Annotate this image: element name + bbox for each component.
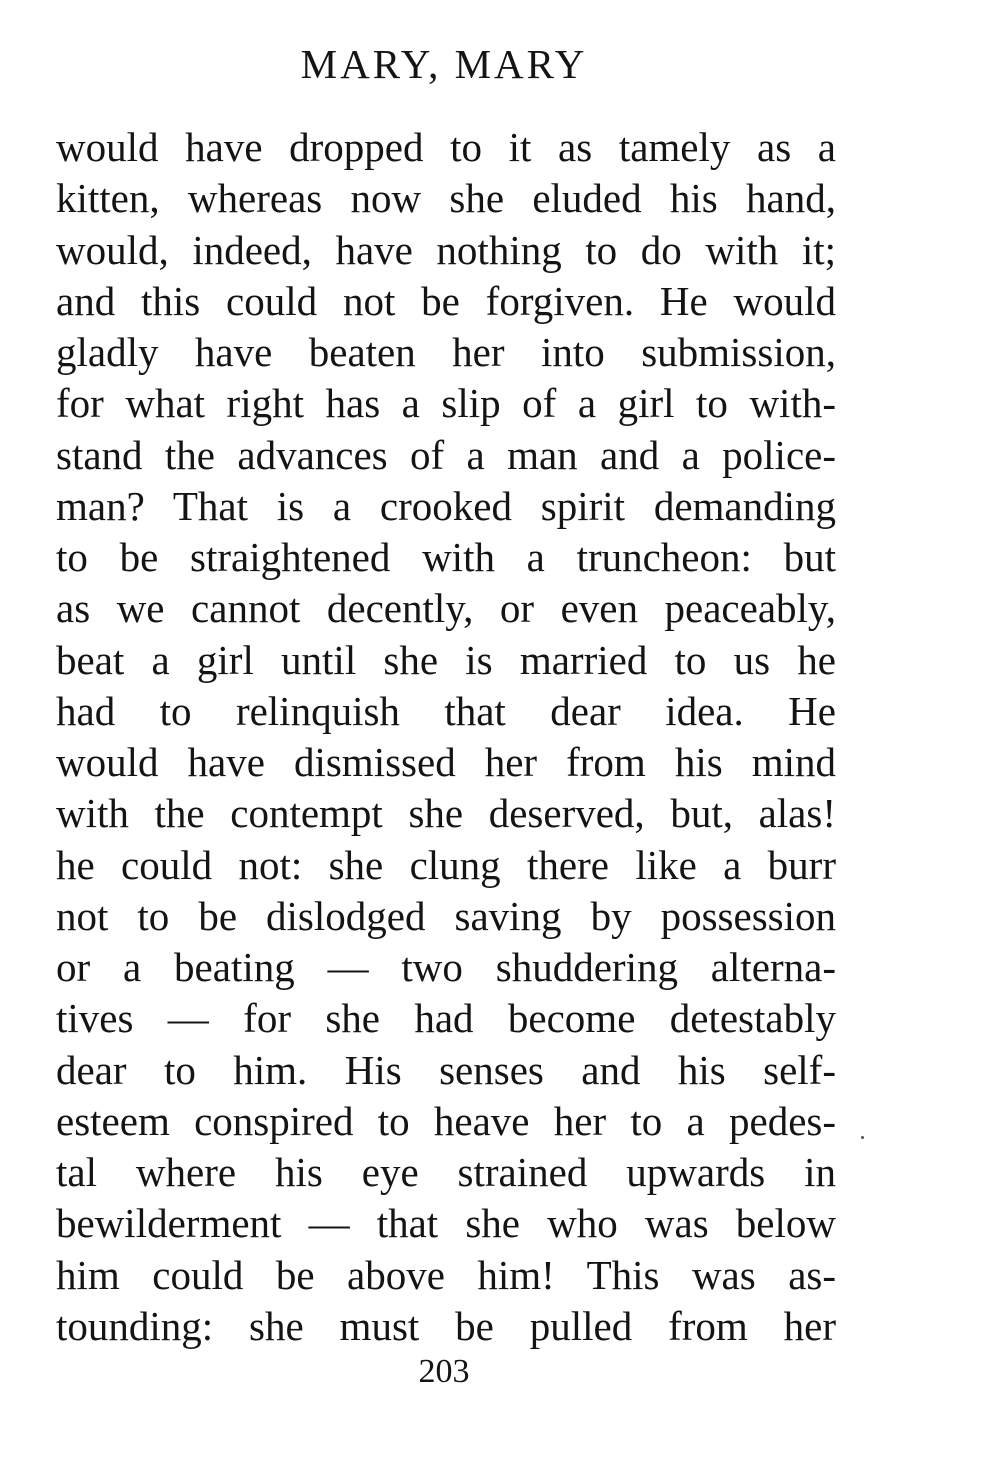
text-line: tounding: she must be pulled from her	[56, 1302, 836, 1349]
text-line: tal where his eye strained upwards in	[56, 1149, 836, 1195]
text-line: with the contempt she deserved, but, alas!	[56, 790, 836, 837]
text-line: dear to him. His senses and his self-	[56, 1046, 836, 1093]
text-line: him could be above him! This was as-	[56, 1251, 836, 1298]
text-line: had to relinquish that dear idea. He	[56, 687, 836, 734]
text-line: and this could not be forgiven. He would	[56, 277, 836, 324]
text-line: would have dismissed her from his mind	[56, 739, 836, 785]
text-line: to be straightened with a truncheon: but	[56, 534, 836, 580]
text-line: he could not: she clung there like a burr	[56, 841, 836, 888]
page-number: 203	[418, 1353, 470, 1390]
ink-speck	[861, 1136, 864, 1139]
text-line: beat a girl until she is married to us he	[56, 636, 836, 683]
text-line: or a beating — two shuddering alterna-	[56, 944, 836, 990]
text-line: would have dropped to it as tamely as a	[56, 124, 836, 170]
text-line: man? That is a crooked spirit demanding	[56, 482, 836, 529]
text-line: for what right has a slip of a girl to with-	[56, 380, 836, 427]
text-line: gladly have beaten her into submission,	[56, 329, 836, 375]
text-line: kitten, whereas now she eluded his hand,	[56, 175, 836, 222]
text-line: not to be dislodged saving by possession	[56, 892, 836, 939]
text-line: stand the advances of a man and a police-	[56, 431, 836, 478]
running-head: MARY, MARY	[300, 41, 588, 87]
text-line: as we cannot decently, or even peaceably,	[56, 585, 836, 632]
body-text	[56, 122, 836, 1352]
text-line: bewilderment — that she who was below	[56, 1200, 836, 1247]
text-line: would, indeed, have nothing to do with it;	[56, 226, 836, 273]
text-line: esteem conspired to heave her to a pedes-	[56, 1097, 836, 1144]
text-line: tives — for she had become detestably	[56, 995, 836, 1042]
